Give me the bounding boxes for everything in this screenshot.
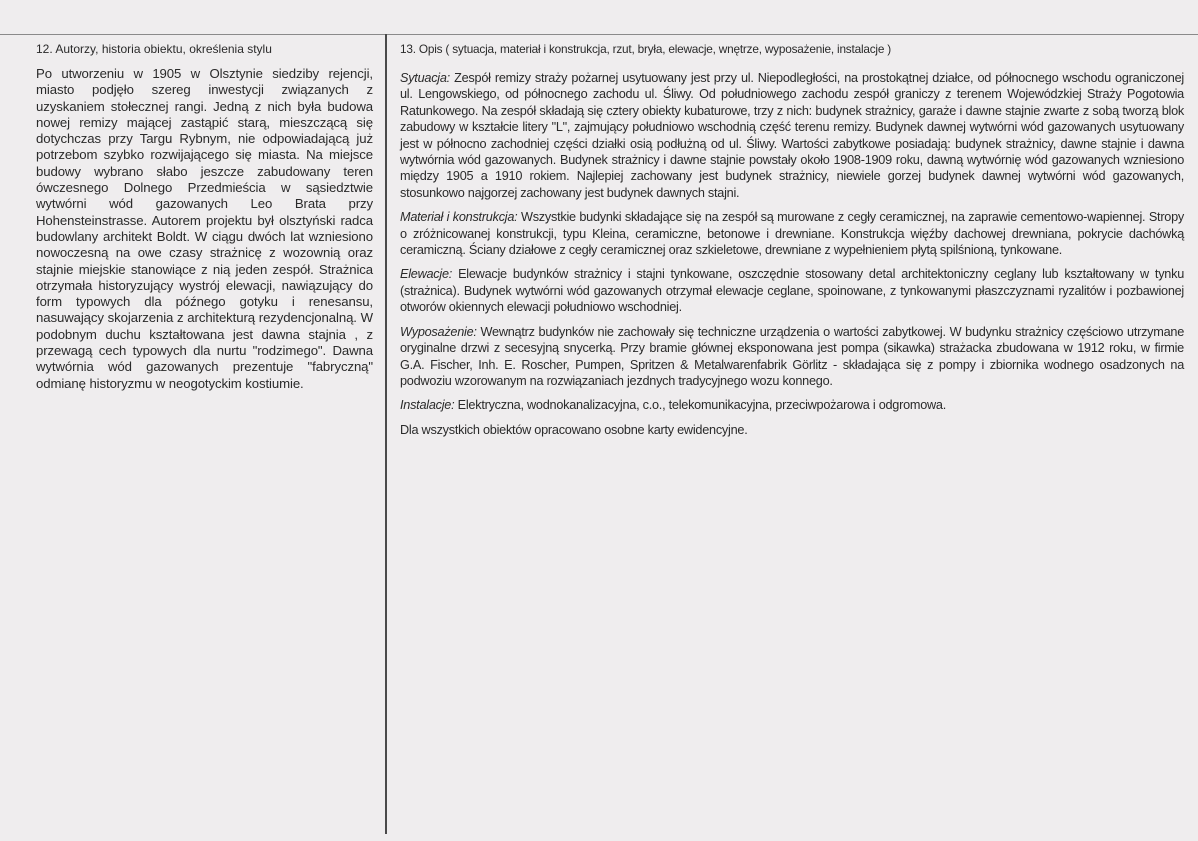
- paragraph-label: Sytuacja:: [400, 71, 450, 85]
- paragraph-text: Elektryczna, wodnokanalizacyjna, c.o., telekomunikacyjna, przeciwpożarowa i odgromowa.: [454, 398, 947, 413]
- paragraph-wyposazenie: [400, 324, 1184, 390]
- paragraph-label: Instalacje:: [400, 398, 455, 413]
- top-border-line: [0, 34, 1198, 35]
- history-text: Po utworzeniu w 1905 w Olsztynie siedziby rejencji, miasto podjęło szereg inwestycji związanych z uzyskaniem stołecznej rangi. Jedną z nich była budowa nowej remizy mającej zastąpić starą, mieszczącą się dotychczas przy Targu Rybnym, nie odpowiadającą już potrzebom szybko rozwijającego się miasta. Na miejsce budowy wybrano słabo jeszcze zabudowany teren ówczesnego Dolnego Przedmieścia w sąsiedztwie wytwórni wód gazowanych Leo Brata przy Hohensteinstrasse. Autorem projektu był olsztyński radca budowlany architekt Boldt. W ciągu dwóch lat wzniesiono nowoczesną na owe czasy strażnicę z wozownią oraz stajnie miejskie stanowiące z nią jeden zespół. Strażnica otrzymała historyzujący wystrój elewacji, nawiązujący do form typowych dla późnego gotyku i renesansu, nasuwający skojarzenia z architekturą rezydencjonalną. W podobnym duchu kształtowana jest dawna stajnia , z przewagą cech typowych dla nurtu "rodzimego". Dawna wytwórnia wód gazowanych prezentuje "fabryczną" odmianę historyzmu w neogotyckim kostiumie.: [36, 66, 373, 391]
- paragraph-elewacje: [400, 266, 1184, 315]
- paragraph-label: Wyposażenie:: [400, 324, 477, 339]
- paragraph-label: Materiał i konstrukcja:: [400, 210, 518, 225]
- section-heading: 12. Autorzy, historia obiektu, określenia stylu: [36, 42, 272, 56]
- paragraph-text: Dla wszystkich obiektów opracowano osobne karty ewidencyjne.: [400, 422, 748, 437]
- section-heading: 13. Opis ( sytuacja, materiał i konstrukcja, rzut, bryła, elewacje, wnętrze, wyposażenie, instalacje ): [400, 42, 892, 56]
- paragraph-instalacje: [400, 397, 1184, 413]
- section-13-description: [400, 42, 1184, 446]
- paragraph-text: Wszystkie budynki składające się na zespół są murowane z cegły ceramicznej, na zaprawie cementowo-wapiennej. Stropy o zróżnicowanej konstrukcji, typu Kleina, ceramiczne, betonowe i drewniane. Konstrukcja więźby dachowej drewniana, pokrycie dachówką ceramiczną. Ściany działowe z cegły ceramicznej oraz szkieletowe, drewniane z wypełnieniem płytą spilśnioną, tynkowane.: [400, 210, 1185, 258]
- paragraph-label: Elewacje:: [400, 267, 453, 282]
- paragraph-material: [400, 209, 1184, 258]
- column-divider: [385, 34, 387, 834]
- paragraph-note: [400, 422, 1184, 438]
- section-12-history: [36, 42, 373, 392]
- paragraph-sytuacja: [400, 70, 1184, 201]
- paragraph-text: Elewacje budynków strażnicy i stajni tynkowane, oszczędnie stosowany detal architektoniczny ceglany lub kształtowany w tynku (strażnica). Budynek wytwórni wód gazowanych otrzymał elewacje ceglane, spoinowane, z tynkowanymi płaszczyznami ryzalitów i pozbawionej otworów okiennych elewacji południowo wschodniej.: [400, 267, 1184, 315]
- paragraph-text: Zespół remizy straży pożarnej usytuowany jest przy ul. Niepodległości, na prostokątnej działce, od północnego wschodu ograniczonej ul. Lengowskiego, od północnego zachodu ul. Śliwy. Od południowego zachodu zespół graniczy z terenem Wojewódzkiej Straży Pogotowia Ratunkowego. Na zespół składają się cztery obiekty kubaturowe, trzy z nich: budynek strażnicy, garaże i dawne stajnie zwarte z sobą tworzą blok zabudowy w kształcie litery "L", zajmujący południowo wschodnią część terenu remizy. Budynek dawnej wytwórni wód gazowanych usytuowany jest w północno zachodniej części działki osią podłużną od ul. Śliwy. Wartości zabytkowe posiadają: budynek strażnicy, dawne stajnie i dawna wytwórnia wód gazowanych. Budynek strażnicy i dawne stajnie powstały około 1908-1909 roku, dawną wytwórnię wód gazowanych wzniesiono między 1905 a 1910 rokiem. Najlepiej zachowany jest budynek strażnicy, niewiele gorzej budynek dawnej wytwórni wód gazowanych, stosunkowo najgorzej zachowany jest budynek dawnych stajni.: [400, 71, 1184, 200]
- paragraph-text: Wewnątrz budynków nie zachowały się techniczne urządzenia o wartości zabytkowej. W budynku strażnicy częściowo utrzymane oryginalne drzwi z secesyjną snycerką. Przy bramie głównej eksponowana jest pompa (sikawka) strażacka zbudowana w 1912 roku, w firmie G.A. Fischer, Inh. E. Roscher, Pumpen, Spritzen & Metalwarenfabrik Görlitz - składająca się z pompy i zbiornika wodnego osadzonych na podwoziu wzorowanym na rozwiązaniach jezdnych tradycyjnego wozu konnego.: [400, 324, 1184, 388]
